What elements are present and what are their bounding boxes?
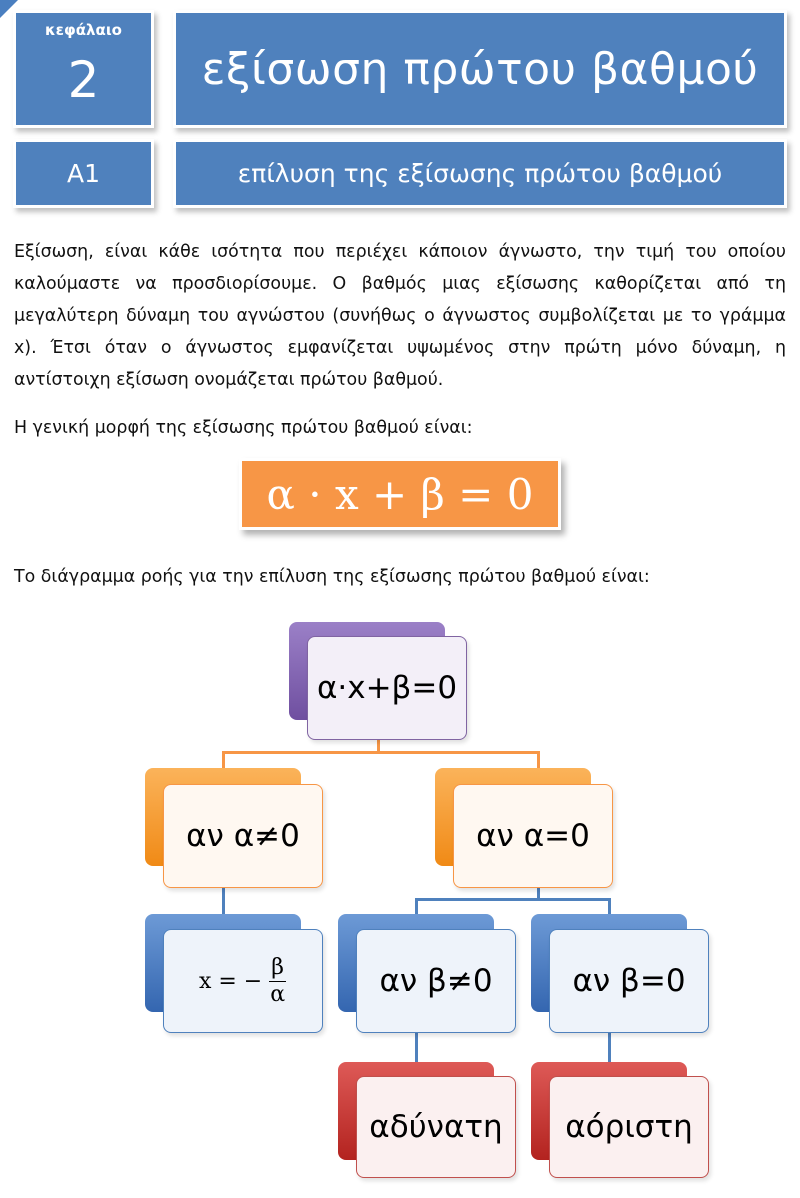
indeterminate-label: αόριστη	[565, 1109, 693, 1145]
solution-node	[163, 929, 323, 1033]
solution-lhs: x = −	[198, 968, 263, 994]
root-node-label: α·x+β=0	[316, 670, 458, 706]
beta-zero-label: αν β=0	[572, 963, 686, 999]
section-subtitle: επίλυση της εξίσωσης πρώτου βαθμού	[176, 142, 784, 205]
connector-beta-nonzero-down	[415, 1031, 418, 1064]
chapter-number: 2	[67, 51, 100, 109]
section-label: Α1	[16, 142, 151, 205]
beta-zero-node	[549, 929, 709, 1033]
impossible-node	[356, 1076, 516, 1178]
general-form-text: Η γενική μορφή της εξίσωσης πρώτου βαθμού είναι:	[14, 418, 473, 438]
intro-paragraph: Εξίσωση, είναι κάθε ισότητα που περιέχει κάποιον άγνωστο, την τιμή του οποίου καλούμαστε να προσδιορίσουμε. Ο βαθμός μιας εξίσωσης καθορίζεται από τη μεγαλύτερη δύναμη του αγνώστου (συνήθως ο άγνωστος συμβολίζεται με το γράμμα x). Έτσι όταν ο άγνωστος εμφανίζεται υψωμένος στην πρώτη μόνο δύναμη, η αντίστοιχη εξίσωση ονομάζεται πρώτου βαθμού.	[14, 242, 786, 390]
formula: α · x + β = 0	[266, 469, 534, 519]
chapter-label: κεφάλαιο	[45, 21, 122, 39]
solution-denominator: α	[270, 981, 286, 1007]
indeterminate-node	[549, 1076, 709, 1178]
solution-formula	[199, 955, 287, 1007]
page-title: εξίσωση πρώτου βαθμού	[176, 13, 784, 125]
connector-beta-zero-down	[608, 1031, 611, 1064]
connector-root-horizontal	[222, 751, 540, 754]
solution-numerator: β	[271, 955, 284, 981]
chapter-box	[16, 13, 151, 125]
beta-nonzero-label: αν β≠0	[379, 963, 493, 999]
flowchart-intro-text: Το διάγραμμα ροής για την επίλυση της εξίσωσης πρώτου βαθμού είναι:	[14, 567, 650, 587]
connector-left-down	[222, 884, 225, 916]
formula-box	[242, 461, 558, 527]
left-branch-label: αν α≠0	[186, 818, 300, 854]
connector-right-horizontal	[415, 898, 611, 901]
right-branch-label: αν α=0	[476, 818, 590, 854]
beta-nonzero-node	[356, 929, 516, 1033]
left-branch-node	[163, 784, 323, 888]
solution-fraction	[268, 955, 287, 1007]
root-node	[307, 636, 467, 740]
impossible-label: αδύνατη	[369, 1109, 503, 1145]
right-branch-node	[453, 784, 613, 888]
